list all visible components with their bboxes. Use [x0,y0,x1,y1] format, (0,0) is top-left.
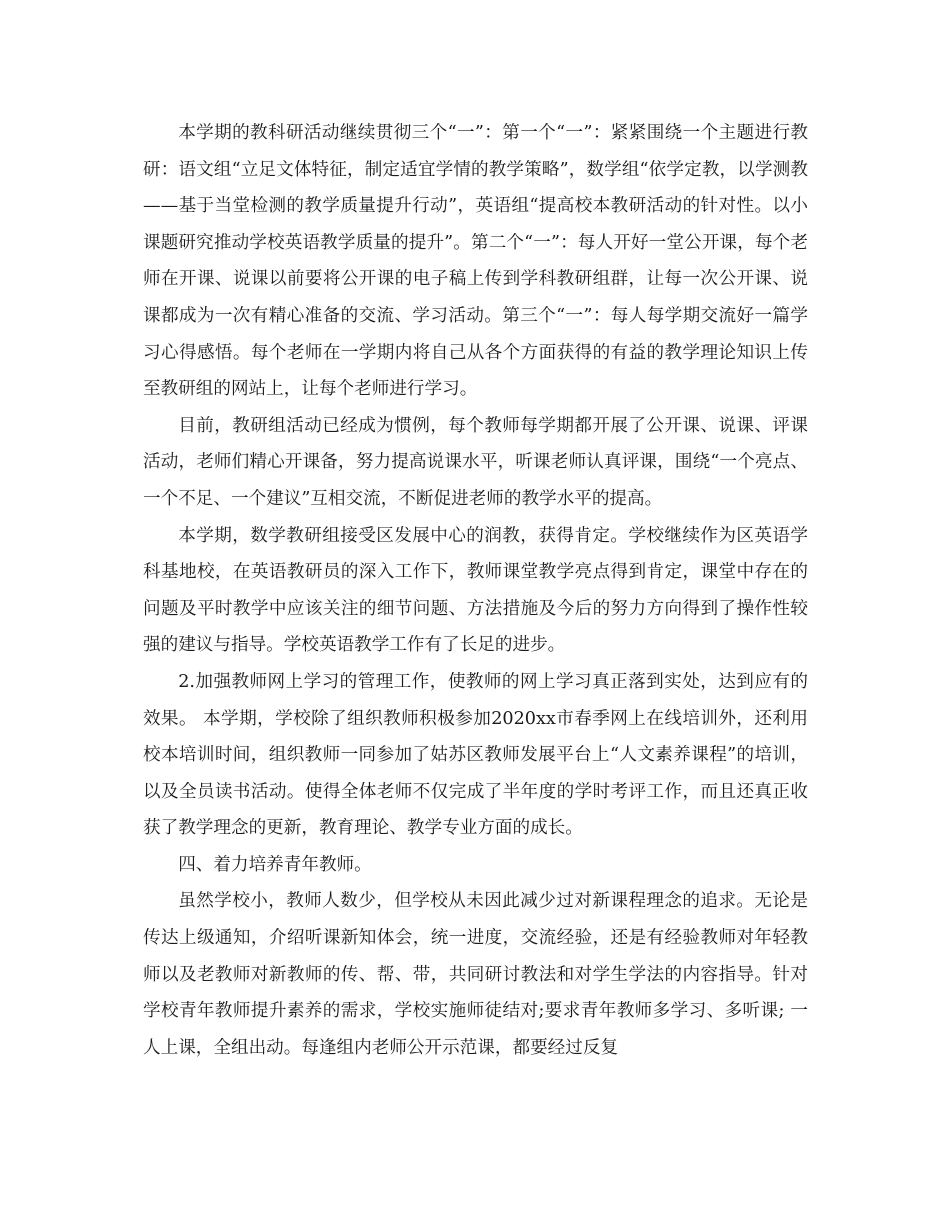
section-heading-young-teachers: 四、着力培养青年教师。 [178,854,372,875]
paragraph-young-teachers: 虽然学校小，教师人数少，但学校从未因此减少过对新课程理念的追求。无论是传达上级通知，介绍听课新知体会，统一进度，交流经验，还是有经验教师对年轻教师以及老教师对新教师的传、帮、带，共同研讨教法和对学生学法的内容指导。针对学校青年教师提升素养的需求，学校实施师徒结对;要求青年教师多学习、多听课; 一人上课，全组出动。每逢组内老师公开示范课，都要经过反复 [143,891,808,1058]
paragraph-math-english: 本学期，数学教研组接受区发展中心的润教，获得肯定。学校继续作为区英语学科基地校，在英语教研员的深入工作下，教师课堂教学亮点得到肯定，课堂中存在的问题及平时教学中应该关注的细节问题、方法措施及今后的努力方向得到了操作性较强的建议与指导。学校英语教学工作有了长足的进步。 [143,525,808,656]
document-page [143,115,808,1066]
paragraph-research-group: 目前，教研组活动已经成为惯例，每个教师每学期都开展了公开课、说课、评课活动，老师们精心开课备，努力提高说课水平，听课老师认真评课，围绕“一个亮点、一个不足、一个建议”互相交流，不断促进老师的教学水平的提高。 [143,415,808,509]
paragraph-online-learning: 2.加强教师网上学习的管理工作，使教师的网上学习真正落到实处，达到应有的效果。 本学期，学校除了组织教师积极参加2020xx市春季网上在线培训外，还利用校本培训时间，组织教师一同参加了姑苏区教师发展平台上“人文素养课程”的培训，以及全员读书活动。使得全体老师不仅完成了半年度的学时考评工作，而且还真正收获了教学理念的更新，教育理论、教学专业方面的成长。 [143,671,808,839]
paragraph-teaching-research: 本学期的教科研活动继续贯彻三个“一”：第一个“一”：紧紧围绕一个主题进行教研：语文组“立足文体特征，制定适宜学情的教学策略”，数学组“依学定教，以学测教——基于当堂检测的教学质量提升行动”，英语组“提高校本教研活动的针对性。以小课题研究推动学校英语教学质量的提升”。第二个“一”：每人开好一堂公开课，每个老师在开课、说课以前要将公开课的电子稿上传到学科教研组群，让每一次公开课、说课都成为一次有精心准备的交流、学习活动。第三个“一”：每人每学期交流好一篇学习心得感悟。每个老师在一学期内将自己从各个方面获得的有益的教学理论知识上传至教研组的网站上，让每个老师进行学习。 [143,123,808,400]
